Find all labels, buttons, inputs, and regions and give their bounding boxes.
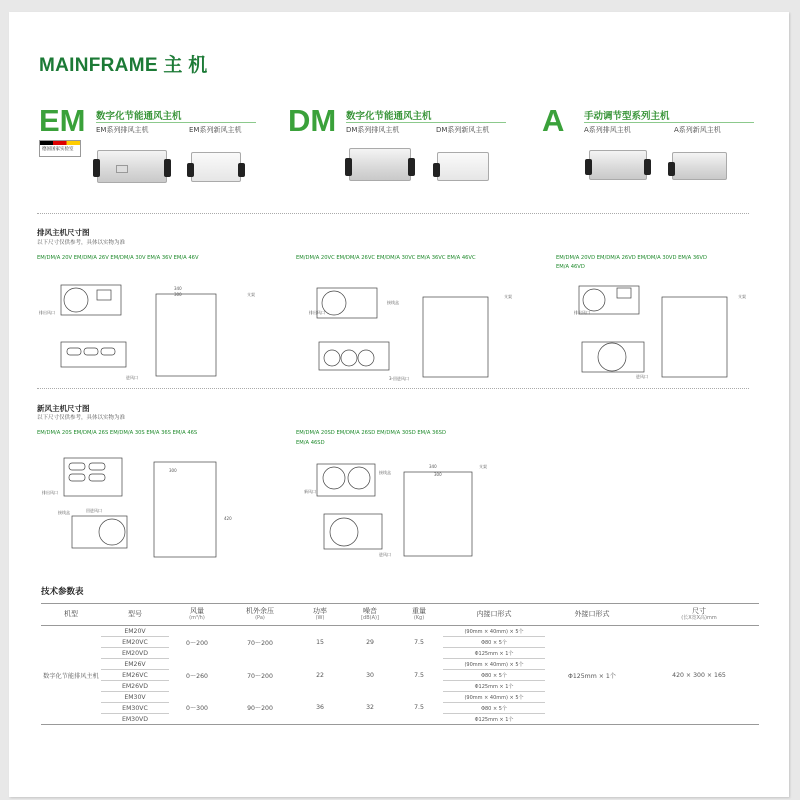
section-divider [37,213,749,214]
unit-end-cap [164,159,171,177]
a-exhaust-unit-image [589,150,647,180]
model-cell: EM30VC [101,703,169,714]
unit-end-cap [408,158,415,176]
width-label: 300 [169,468,177,473]
em-exhaust-unit-image [97,150,167,183]
airflow-cell: 0～300 [169,692,225,725]
port-slot [67,348,81,355]
column-header: 型号 [101,604,169,626]
column-header: 内接口形式 [443,604,545,626]
support-label: 支架 [738,294,746,299]
inlet-label: 进风口 [126,375,138,380]
model-list: EM/DM/A 20V EM/DM/A 26V EM/DM/A 30V EM/A 36V EM/A 46V [37,255,199,261]
airflow-cell: 0～200 [186,639,208,647]
box-label: 接线盒 [58,510,70,515]
divider [96,122,256,123]
badge-text: 德国国家实验室 [42,147,74,152]
column-header: 功率 (W) [295,604,345,626]
port-slot [89,474,105,481]
box-label: 接线盒 [379,470,391,475]
spec-table [41,603,759,725]
weight-cell: 7.5 [395,692,443,725]
front-view [154,462,216,557]
front-view [662,297,727,377]
unit-end-cap [644,159,651,175]
column-header: 外接口形式 [545,604,639,626]
fresh-label: 新风口 [304,489,316,494]
port-slot [84,348,98,355]
column-header: 尺寸 (长X宽X高)mm [639,604,759,626]
box-label: 接线盒 [387,300,399,305]
port-circle [341,350,357,366]
width-label: 300 [434,472,442,477]
model-cell: EM26V [101,659,169,670]
fresh-dimension-drawings [34,450,534,560]
page-title: MAINFRAME 主 机 [39,55,208,76]
support-label: 支架 [247,292,255,297]
port-circle [324,350,340,366]
port-circle [64,288,88,312]
port-circle [330,518,358,546]
junction-box [97,290,111,300]
port-circle [583,289,605,311]
divider [584,122,754,123]
column-header: 机外余压 (Pa) [225,604,295,626]
unit-end-cap [433,163,440,177]
power-cell: 15 [316,638,324,646]
model-list: EM/DM/A 20SD EM/DM/A 26SD EM/DM/A 30SD EM/A 36SD [296,430,446,436]
airflow-cell: 0～260 [186,672,208,680]
width-label: 300 [174,292,182,297]
top-view [64,458,122,496]
product-label: DM系列新风主机 [436,126,490,134]
section-divider [37,388,749,389]
power-cell: 36 [295,692,345,725]
noise-cell: 32 [345,692,395,725]
series-name-a: 手动调节型系列主机 [584,111,670,122]
model-cell: EM30V [101,692,169,703]
outlet-label: 排出风口 [39,310,55,315]
table-header-row [41,604,759,626]
product-label: EM系列新风主机 [189,126,242,134]
port-circle [323,467,345,489]
junction-box [617,288,631,298]
port-cell: Φ80 × 5个 [443,670,545,681]
product-label: EM系列排风主机 [96,126,149,134]
port-cell: (90mm × 40mm) × 5个 [443,626,545,637]
outer-port-cell: Φ125mm × 1个 [545,626,639,725]
model-cell: EM20VD [101,648,169,659]
model-cell: EM20V [101,626,169,637]
port-cell: Φ125mm × 1个 [443,681,545,692]
front-view [404,472,472,556]
port-circle [348,467,370,489]
series-name-dm: 数字化节能通风主机 [346,111,432,122]
column-header: 机型 [41,604,101,626]
port-cell: Φ80 × 5个 [443,703,545,714]
port-cell: Φ125mm × 1个 [443,714,545,725]
port-slot [69,474,85,481]
port-circle [322,291,346,315]
port-slot [101,348,115,355]
top-view [317,464,375,496]
return-label: 回进风口 [86,508,102,513]
model-list: EM/A 46SD [296,440,325,446]
side-view [61,342,126,367]
series-code-a: A [542,103,565,138]
table-title: 技术参数表 [41,587,84,597]
weight-cell: 7.5 [414,671,424,679]
model-list: EM/DM/A 20S EM/DM/A 26S EM/DM/A 30S EM/A 36S EM/A 46S [37,430,198,436]
unit-end-cap [585,159,592,175]
series-code-dm: DM [288,103,337,138]
column-header: 风量 (m³/h) [169,604,225,626]
dm-fresh-unit-image [437,152,489,181]
port-cell: Φ80 × 5个 [443,637,545,648]
noise-cell: 30 [366,671,374,679]
model-cell: EM30VD [101,714,169,725]
port-cell: Φ125mm × 1个 [443,648,545,659]
unit-end-cap [187,163,194,177]
unit-end-cap [93,159,100,177]
product-label: DM系列排风主机 [346,126,400,134]
fresh-section-note: 以下尺寸仅供参考，具体以实物为准 [37,415,126,421]
width-label: 340 [174,286,182,291]
inlet-label: 进风口 [636,374,648,379]
width-label: 340 [429,464,437,469]
pressure-cell: 70～200 [247,639,273,647]
size-cell: 420 × 300 × 165 [639,626,759,725]
model-cell: EM26VC [101,670,169,681]
outlet-label: 排出风口 [42,490,58,495]
side-view [324,514,382,549]
port-slot [89,463,105,470]
inlet-label: 进风口 [379,552,391,557]
model-cell: EM26VD [101,681,169,692]
exhaust-dimension-drawings [34,270,779,382]
support-label: 支架 [479,464,487,469]
top-view [317,288,377,318]
return-label: 3-回进风口 [389,376,409,381]
column-header: 噪音 [dB(A)] [345,604,395,626]
outlet-label: 排出风口 [309,310,325,315]
unit-end-cap [238,163,245,177]
series-code-em: EM [39,103,86,138]
table-row [41,626,759,637]
port-slot [69,463,85,470]
unit-label [116,165,128,173]
support-label: 支架 [504,294,512,299]
port-cell: (90mm × 40mm) × 5个 [443,659,545,670]
port-circle [598,343,626,371]
pressure-cell: 90～200 [225,692,295,725]
model-list: EM/DM/A 20VC EM/DM/A 26VC EM/DM/A 30VC EM/A 36VC EM/A 46VC [296,255,476,261]
unit-end-cap [345,158,352,176]
unit-end-cap [668,162,675,176]
front-view [423,297,488,377]
power-cell: 22 [316,671,324,679]
a-fresh-unit-image [672,152,727,180]
pressure-cell: 70～200 [247,672,273,680]
front-view [156,294,216,376]
divider [346,122,506,123]
height-label: 420 [224,516,232,521]
model-cell: EM20VC [101,637,169,648]
column-header: 重量 (Kg) [395,604,443,626]
weight-cell: 7.5 [414,638,424,646]
port-cell: (90mm × 40mm) × 5个 [443,692,545,703]
noise-cell: 29 [366,638,374,646]
model-list: EM/DM/A 20VD EM/DM/A 26VD EM/DM/A 30VD EM/A 36VD [556,255,707,261]
dm-exhaust-unit-image [349,148,411,181]
product-label: A系列新风主机 [674,126,721,134]
outlet-label: 排出风口 [574,310,590,315]
series-name-em: 数字化节能通风主机 [96,111,182,122]
type-cell: 数字化节能排风主机 [41,626,101,725]
port-circle [358,350,374,366]
fresh-section-heading: 新风主机尺寸图 [37,404,90,413]
em-fresh-unit-image [191,152,241,182]
product-label: A系列排风主机 [584,126,631,134]
exhaust-section-note: 以下尺寸仅供参考，具体以实物为准 [37,240,126,246]
catalog-page [9,12,789,797]
side-view [582,342,644,372]
exhaust-section-heading: 排风主机尺寸图 [37,228,90,237]
port-circle [99,519,125,545]
lab-badge [39,140,81,157]
model-list: EM/A 46VD [556,264,585,270]
